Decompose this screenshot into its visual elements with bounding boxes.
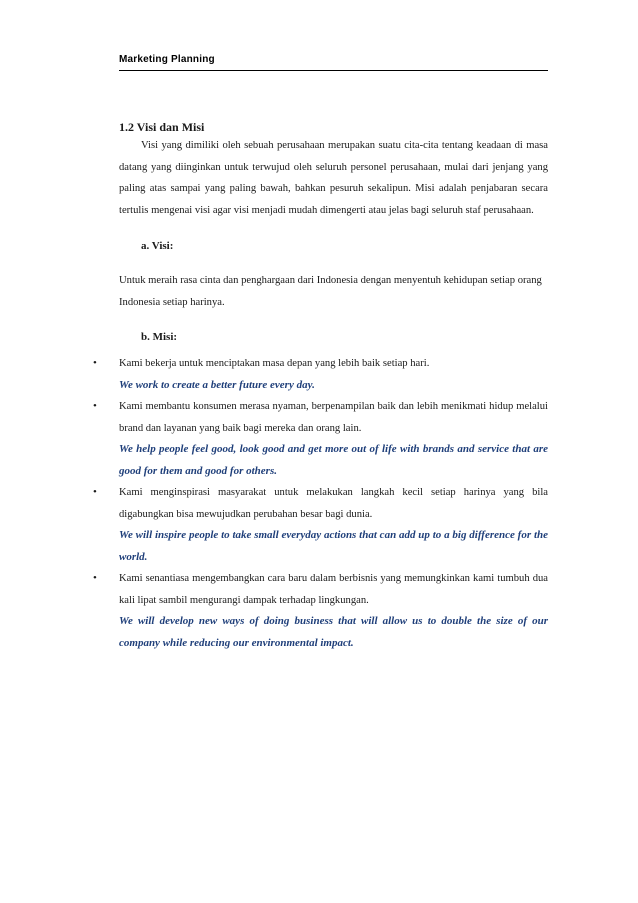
misi-item-text: Kami senantiasa mengembangkan cara baru dalam berbisnis yang memungkinkan kami tumbuh dua kali lipat sambil mengurangi dampak terhadap lingkungan.: [119, 573, 548, 606]
misi-item-translation: We will develop new ways of doing business that will allow us to double the size of our company while reducing our environmental impact.: [119, 615, 548, 649]
page-header: [119, 49, 548, 71]
misi-item-translation: We will inspire people to take small everyday actions that can add up to a big difference for the world.: [119, 529, 548, 563]
bullet-icon: •: [93, 357, 97, 369]
bullet-icon: •: [93, 572, 97, 584]
misi-list: [93, 353, 548, 654]
misi-item: [93, 396, 548, 482]
visi-heading: a. Visi:: [141, 240, 174, 252]
misi-item-translation: We work to create a better future every day.: [119, 378, 315, 391]
misi-item-text: Kami menginspirasi masyarakat untuk melakukan langkah kecil setiap harinya yang bila digabungkan bisa mewujudkan perubahan besar bagi dunia.: [119, 487, 548, 520]
misi-heading: b. Misi:: [141, 331, 178, 343]
misi-item-text: Kami bekerja untuk menciptakan masa depan yang lebih baik setiap hari.: [119, 358, 430, 369]
section-title: 1.2 Visi dan Misi: [119, 120, 205, 134]
bullet-icon: •: [93, 400, 97, 412]
misi-item-text: Kami membantu konsumen merasa nyaman, berpenampilan baik dan lebih menikmati hidup melalui brand dan layanan yang baik bagi mereka dan orang lain.: [119, 401, 548, 434]
misi-item: [93, 568, 548, 654]
misi-item: [93, 482, 548, 568]
bullet-icon: •: [93, 486, 97, 498]
document-body: [93, 119, 548, 654]
misi-item-translation: We help people feel good, look good and get more out of life with brands and service that are good for them and good for others.: [119, 443, 548, 477]
header-title: Marketing Planning: [119, 54, 215, 65]
visi-text: Untuk meraih rasa cinta dan penghargaan dari Indonesia dengan menyentuh kehidupan setiap orang Indonesia setiap harinya.: [119, 275, 542, 308]
misi-item: [93, 353, 548, 396]
intro-paragraph: Visi yang dimiliki oleh sebuah perusahaan merupakan suatu cita-cita tentang keadaan di masa datang yang diinginkan untuk terwujud oleh seluruh personel perusahaan, mulai dari jenjang yang paling atas sampai yang paling bawah, bahkan pesuruh sekalipun. Misi adalah penjabaran secara tertulis mengenai visi agar visi menjadi mudah dimengerti atau jelas bagi seluruh staf perusahaan.: [119, 140, 548, 216]
